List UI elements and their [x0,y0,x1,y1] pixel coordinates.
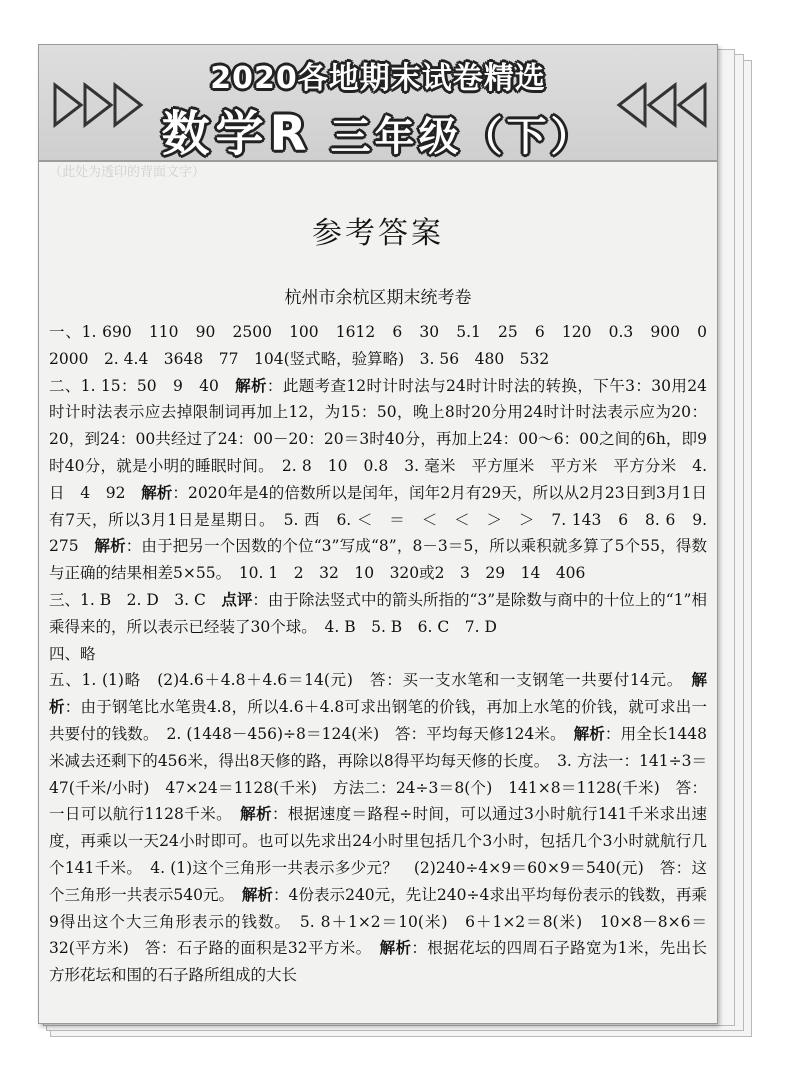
analysis-label: 解析 [141,482,173,502]
banner-subject: 数学R [161,106,313,162]
section-3-text: 三、1. B 2. D 3. C [49,590,222,609]
section-5-text: ：用全长1448米减去还剩下的456米，得出8天修的路，再除以8得平均每天修的长度。 3. 方法一：141÷3＝47(千米/小时) 47×24＝1128(千米) 方法二：24÷3＝8(个) 141×8＝1128(千米) 答：一日可以航行1128千米。 [49,724,707,824]
section-1-text: 一、1. 690 110 90 2500 100 1612 6 30 5.1 25 6 120 0.3 900 0 2000 2. 4.4 3648 77 104(竖式略，验算略) 3. 56 480 532 [49,323,723,368]
section-2-text: ：2020年是4的倍数所以是闰年，闰年2月有29天，所以从2月23日到3月1日有7天，所以3月1日是星期日。 5. 西 6. ＜ ＝ ＜ ＜ ＞ ＞ 7. 143 6 8. 6 9. 275 [49,483,707,556]
triple-arrow-left-icon [609,83,709,127]
bleed-through-text: （此处为透印的背面文字） [49,165,206,180]
analysis-label: 解析 [94,536,126,556]
section-2 [49,373,707,587]
answer-body [49,319,723,989]
section-3-text: ：由于除法竖式中的箭头所指的“3”是除数与商中的十位上的“1”相乘得来的，所以表示已经装了30个球。 4. B 5. B 6. C 7. D [49,590,707,636]
analysis-label: 解析 [573,723,605,743]
section-5-text: ：根据花坛的四周石子路宽为1米，先出长方形花坛和围的石子路所组成的大长 [49,939,707,985]
answer-page [38,44,723,1024]
analysis-label: 解析 [49,670,707,717]
section-2-text: ：由于把另一个因数的个位“3”写成“8”，8－3＝5，所以乘积就多算了5个55，得数与正确的结果相差5×55。 10. 1 2 32 10 320或2 3 29 14 406 [49,537,707,583]
section-5-text: ：根据速度＝路程÷时间，可以通过3小时航行141千米求出速度，再乘以一天24小时即可。也可以先求出24小时里包括几个3小时，包括几个3小时就航行几个141千米。 4. (1)这个三角形一共表示多少元？ (2)240÷4×9＝60×9＝540(元) 答：这个三角形一共表示540元。 [49,805,707,904]
header-banner [39,45,717,162]
comment-label: 点评 [221,589,253,609]
section-2-text: ：此题考查12时计时法与24时计时法的转换，下午3：30用24时计时法表示应去掉限制词再加上12，为15：50，晚上8时20分用24时计时法表示应为20：20，到24：00共经过了24：00－20：20＝3时40分，再加上24：00～6：00之间的6h，即9时40分，就是小明的睡眠时间。 2. 8 10 0.8 3. 毫米 平方厘米 平方米 平方分米 4. 日 4 92 [49,376,707,502]
section-4-text: 四、略 [49,644,96,663]
section-4 [49,641,707,668]
analysis-label: 解析 [240,804,272,824]
section-3 [49,587,707,641]
section-2-text: 二、1. 15：50 9 40 [49,376,236,395]
analysis-label: 解析 [379,938,412,958]
analysis-label: 解析 [241,884,273,904]
analysis-label: 解析 [235,375,267,395]
page-title: 参考答案 [312,216,444,251]
banner-top-title: 2020各地期末试卷精选 [210,61,546,96]
exam-subtitle: 杭州市余杭区期末统考卷 [284,288,472,308]
section-5 [49,667,707,989]
section-5-text: ：4份表示240元，先让240÷4求出平均每份表示的钱数，再乘9得出这个大三角形表示的钱数。 5. 8＋1×2＝10(米) 6＋1×2＝8(米) 10×8－8×6＝32(平方米) 答：石子路的面积是32平方米。 [49,885,707,958]
section-5-text: 五、1. (1)略 (2)4.6＋4.8＋4.6＝14(元) 答：买一支水笔和一支钢笔一共要付14元。 [49,671,692,690]
section-1 [49,319,723,373]
section-5-text: ：由于钢笔比水笔贵4.8，所以4.6＋4.8可求出钢笔的价钱，再加上水笔的价钱，就可求出一共要付的钱数。 2. (1448－456)÷8＝124(米) 答：平均每天修124米。 [49,698,707,743]
banner-grade: 三年级（下） [330,114,595,160]
